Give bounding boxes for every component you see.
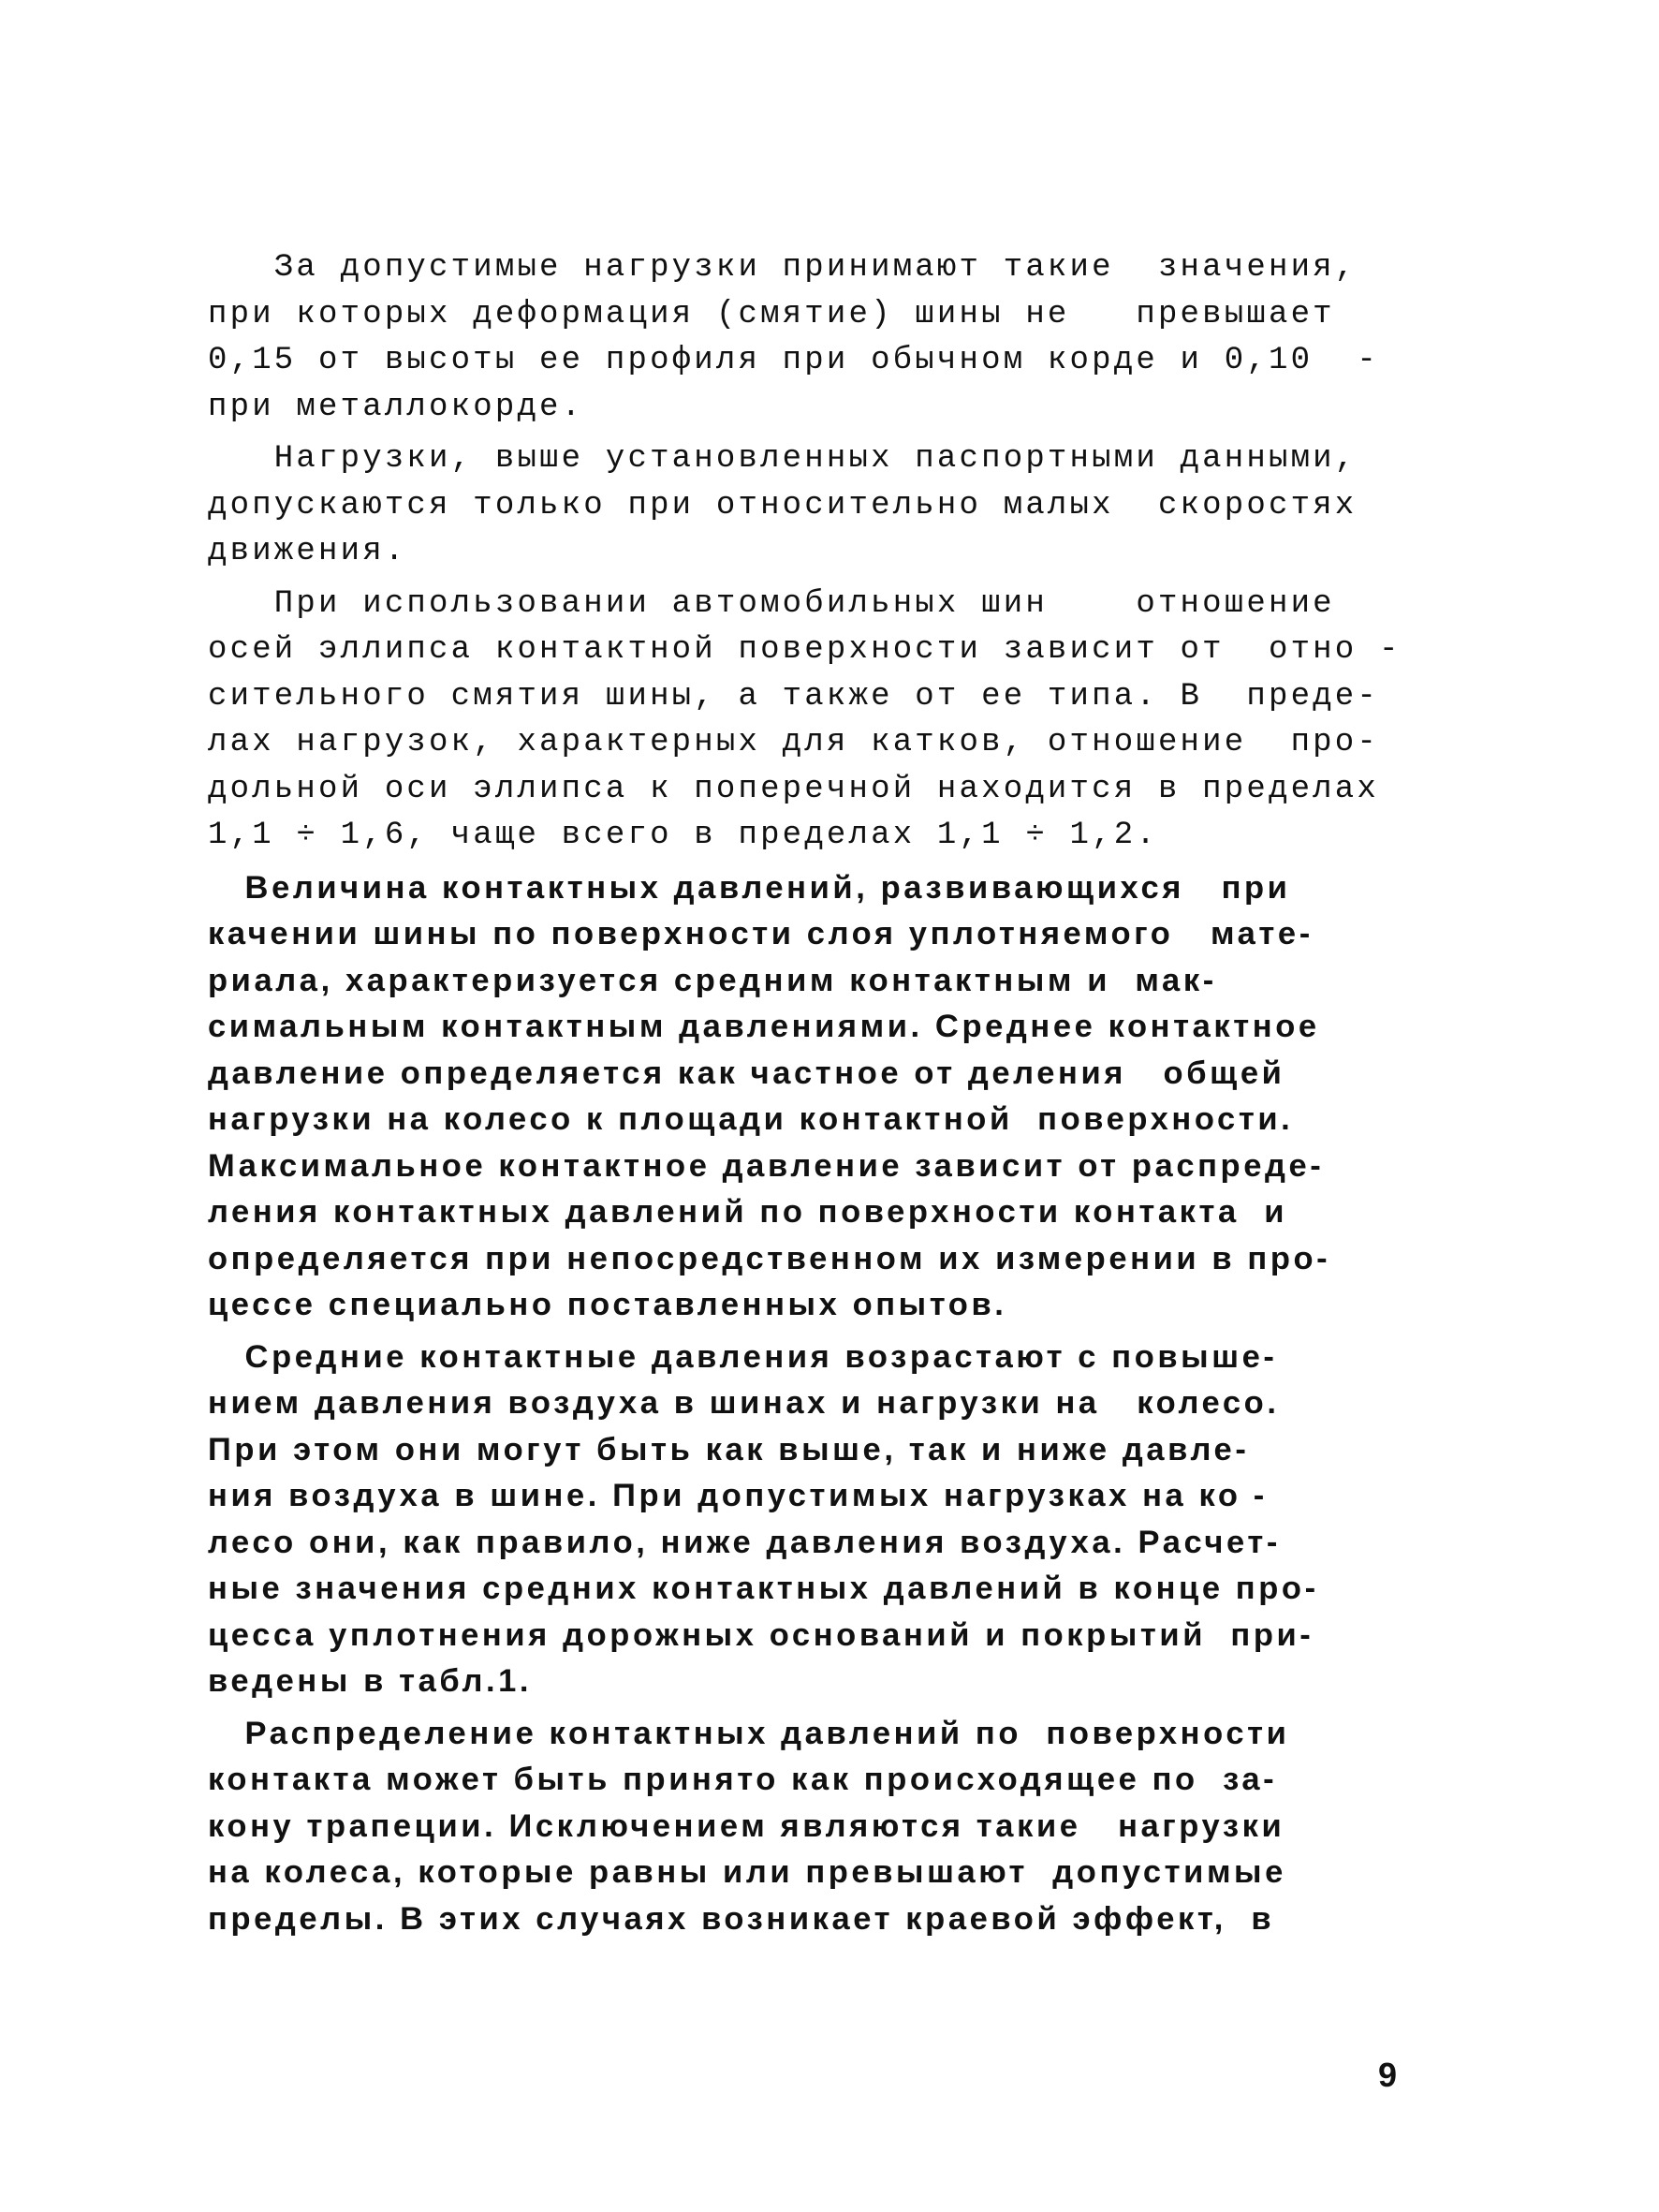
text-line: лесо они, как правило, ниже давления воздуха. Расчет- bbox=[208, 1524, 1281, 1560]
text-line: Максимальное контактное давление зависит от распреде- bbox=[208, 1147, 1325, 1184]
text-line: 1,1 ÷ 1,6, чаще всего в пределах 1,1 ÷ 1,2. bbox=[208, 818, 1158, 853]
text-line: пределы. В этих случаях возникает краевой эффект, в bbox=[208, 1900, 1275, 1937]
text-line: нием давления воздуха в шинах и нагрузки на колесо. bbox=[208, 1385, 1280, 1421]
text-line: симальным контактным давлениями. Среднее контактное bbox=[208, 1009, 1320, 1044]
page-number: 9 bbox=[1378, 2056, 1398, 2094]
text-line: Распределение контактных давлений по поверхности bbox=[208, 1715, 1290, 1751]
paragraph-1 bbox=[208, 245, 1453, 431]
text-line: давление определяется как частное от деления общей bbox=[208, 1054, 1285, 1091]
text-line: Нагрузки, выше установленных паспортными данными, bbox=[208, 441, 1358, 477]
text-line: осей эллипса контактной поверхности зависит от отно - bbox=[208, 632, 1402, 668]
text-line: кону трапеции. Исключением являются такие нагрузки bbox=[208, 1807, 1285, 1844]
paragraph-2 bbox=[208, 436, 1453, 576]
paragraph-5 bbox=[208, 1335, 1453, 1705]
text-line: контакта может быть принято как происходящее по за- bbox=[208, 1762, 1278, 1797]
text-line: цесса уплотнения дорожных оснований и покрытий при- bbox=[208, 1616, 1314, 1653]
text-line: допускаются только при относительно малых скоростях bbox=[208, 487, 1358, 524]
text-line: определяется при непосредственном их измерении в про- bbox=[208, 1240, 1331, 1276]
text-line: ния воздуха в шине. При допустимых нагрузках на ко - bbox=[208, 1478, 1268, 1513]
text-line: на колеса, которые равны или превышают допустимые bbox=[208, 1854, 1286, 1890]
paragraph-6 bbox=[208, 1711, 1453, 1943]
text-line: ления контактных давлений по поверхности контакта и bbox=[208, 1194, 1288, 1230]
text-line: дольной оси эллипса к поперечной находится в пределах bbox=[208, 771, 1379, 807]
text-line: лах нагрузок, характерных для катков, отношение про- bbox=[208, 725, 1379, 760]
text-line: при которых деформация (смятие) шины не превышает bbox=[208, 296, 1335, 332]
text-line: За допустимые нагрузки принимают такие значения, bbox=[208, 250, 1358, 286]
text-line: Величина контактных давлений, развивающихся при bbox=[208, 869, 1291, 906]
text-line: При этом они могут быть как выше, так и ниже давле- bbox=[208, 1431, 1250, 1467]
text-line: нагрузки на колесо к площади контактной поверхности. bbox=[208, 1101, 1294, 1137]
text-line: движения. bbox=[208, 534, 407, 569]
text-line: цессе специально поставленных опытов. bbox=[208, 1287, 1007, 1322]
text-line: Средние контактные давления возрастают с повыше- bbox=[208, 1338, 1278, 1375]
paragraph-3 bbox=[208, 582, 1453, 860]
body-text bbox=[208, 245, 1453, 1942]
paragraph-4 bbox=[208, 865, 1453, 1329]
text-line: 0,15 от высоты ее профиля при обычном корде и 0,10 - bbox=[208, 343, 1379, 378]
text-line: риала, характеризуется средним контактным и мак- bbox=[208, 962, 1217, 998]
text-line: ведены в табл.1. bbox=[208, 1663, 533, 1699]
text-line: ные значения средних контактных давлений в конце про- bbox=[208, 1571, 1319, 1606]
text-line: сительного смятия шины, а также от ее типа. В преде- bbox=[208, 678, 1379, 715]
text-line: при металлокорде. bbox=[208, 389, 584, 425]
text-line: При использовании автомобильных шин отношение bbox=[208, 585, 1335, 622]
text-line: качении шины по поверхности слоя уплотняемого мате- bbox=[208, 916, 1314, 951]
